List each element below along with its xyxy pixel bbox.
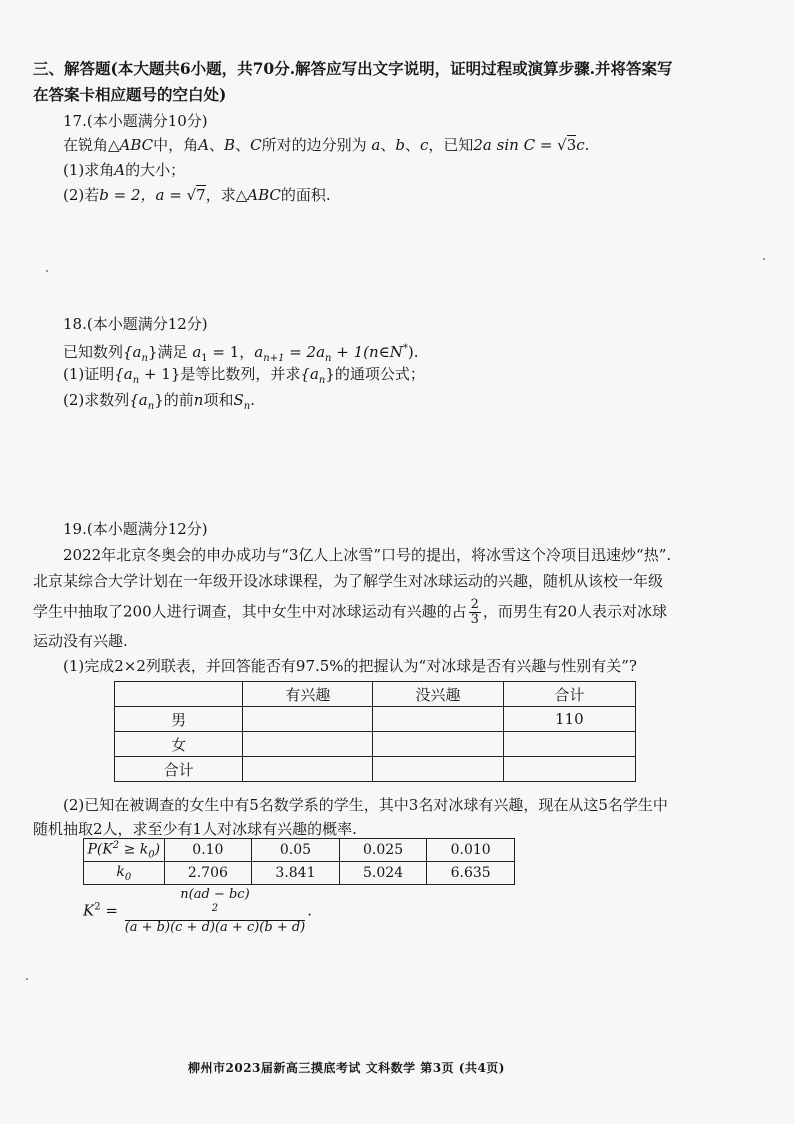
q18-header: 18.(本小题满分12分) <box>63 315 208 333</box>
table-row <box>115 732 636 757</box>
table-row <box>115 757 636 782</box>
table-row <box>115 682 636 707</box>
contingency-table <box>114 681 636 782</box>
table-header: 没兴趣 <box>373 682 503 707</box>
fraction-two-thirds: $\frac{2}{3}$ <box>470 597 479 627</box>
table-cell <box>373 757 503 782</box>
q18-part1: (1)证明$\{a_n + 1\}$是等比数列，并求$\{a_n\}$的通项公式； <box>63 365 425 386</box>
q17-stem: 在锐角△ABC中，角A、B、C所对的边分别为 a、b、c，已知2a sin C = √3c. <box>63 136 590 154</box>
q19-part2-line1: (2)已知在被调查的女生中有5名数学系的学生，其中3名对冰球有兴趣，现在从这5名学生中 <box>63 796 668 814</box>
table-row <box>115 707 636 732</box>
table-cell: 0.010 <box>427 839 515 862</box>
q18-part2: (2)求数列$\{a_n\}$的前n项和$S_n$. <box>63 391 255 412</box>
table-cell <box>243 707 373 732</box>
q17-formula: 2a sin C = <box>473 136 558 154</box>
k-squared-formula: $K^2$ = n(ad − bc) $^2$ (a + b)(c + d)(a + c)(b + d) . <box>83 887 313 936</box>
table-row <box>84 862 515 885</box>
table-cell <box>503 757 635 782</box>
q19-para1: 2022年北京冬奥会的申办成功与“3亿人上冰雪”口号的提出，将冰雪这个冷项目迅速炒“热”. <box>63 546 672 564</box>
table-header: 合计 <box>503 682 635 707</box>
table-cell <box>503 732 635 757</box>
table-cell: 0.025 <box>339 839 427 862</box>
k-squared-fraction: n(ad − bc) $^2$ (a + b)(c + d)(a + c)(b + d) <box>124 887 306 936</box>
q19-para3: 学生中抽取了200人进行调查，其中女生中对冰球运动有兴趣的占 $\frac{2}{3}$ ，而男生有20人表示对冰球 <box>33 597 668 627</box>
row-label: $k_0$ <box>84 862 165 885</box>
table-row <box>84 839 515 862</box>
page-footer: 柳州市2023届新高三摸底考试 文科数学 第3页 (共4页) <box>188 1061 505 1075</box>
table-header: 有兴趣 <box>243 682 373 707</box>
row-label: 男 <box>115 707 243 732</box>
q19-part2-line2: 随机抽取2人，求至少有1人对冰球有兴趣的概率. <box>33 820 357 838</box>
section-header-line2: 在答案卡相应题号的空白处) <box>33 85 227 104</box>
q19-part1: (1)完成2×2列联表，并回答能否有97.5%的把握认为“对冰球是否有兴趣与性别有关”? <box>63 657 637 675</box>
q19-header: 19.(本小题满分12分) <box>63 520 208 538</box>
table-cell: 110 <box>503 707 635 732</box>
table-cell: 6.635 <box>427 862 515 885</box>
table-cell <box>373 732 503 757</box>
scan-speck <box>26 978 28 980</box>
table-cell <box>115 682 243 707</box>
critical-value-table <box>83 838 515 885</box>
table-cell: 3.841 <box>252 862 340 885</box>
q19-para4: 运动没有兴趣. <box>33 632 128 650</box>
q18-stem: 已知数列$\{a_n\}$满足 $a_1 = 1$，$a_{n+1} = 2a_n$ + 1(n∈N*). <box>63 343 419 364</box>
section-header-line1: 三、解答题(本大题共6小题，共70分.解答应写出文字说明，证明过程或演算步骤.并将答案写 <box>33 59 673 78</box>
table-cell <box>243 732 373 757</box>
row-label: 合计 <box>115 757 243 782</box>
scan-speck <box>46 270 48 272</box>
table-cell <box>243 757 373 782</box>
q17-part1: (1)求角A的大小； <box>63 161 186 179</box>
q17-part2: (2)若b = 2，a = √7，求△ABC的面积. <box>63 186 331 204</box>
row-label: $P(K^2 \ge k_0)$ <box>84 839 165 862</box>
table-cell: 0.05 <box>252 839 340 862</box>
row-label: 女 <box>115 732 243 757</box>
scan-speck <box>763 258 765 260</box>
table-cell: 0.10 <box>164 839 252 862</box>
table-cell: 2.706 <box>164 862 252 885</box>
table-cell: 5.024 <box>339 862 427 885</box>
q17-header: 17.(本小题满分10分) <box>63 112 208 130</box>
table-cell <box>373 707 503 732</box>
q19-para2: 北京某综合大学计划在一年级开设冰球课程，为了解学生对冰球运动的兴趣，随机从该校一年级 <box>33 572 664 590</box>
